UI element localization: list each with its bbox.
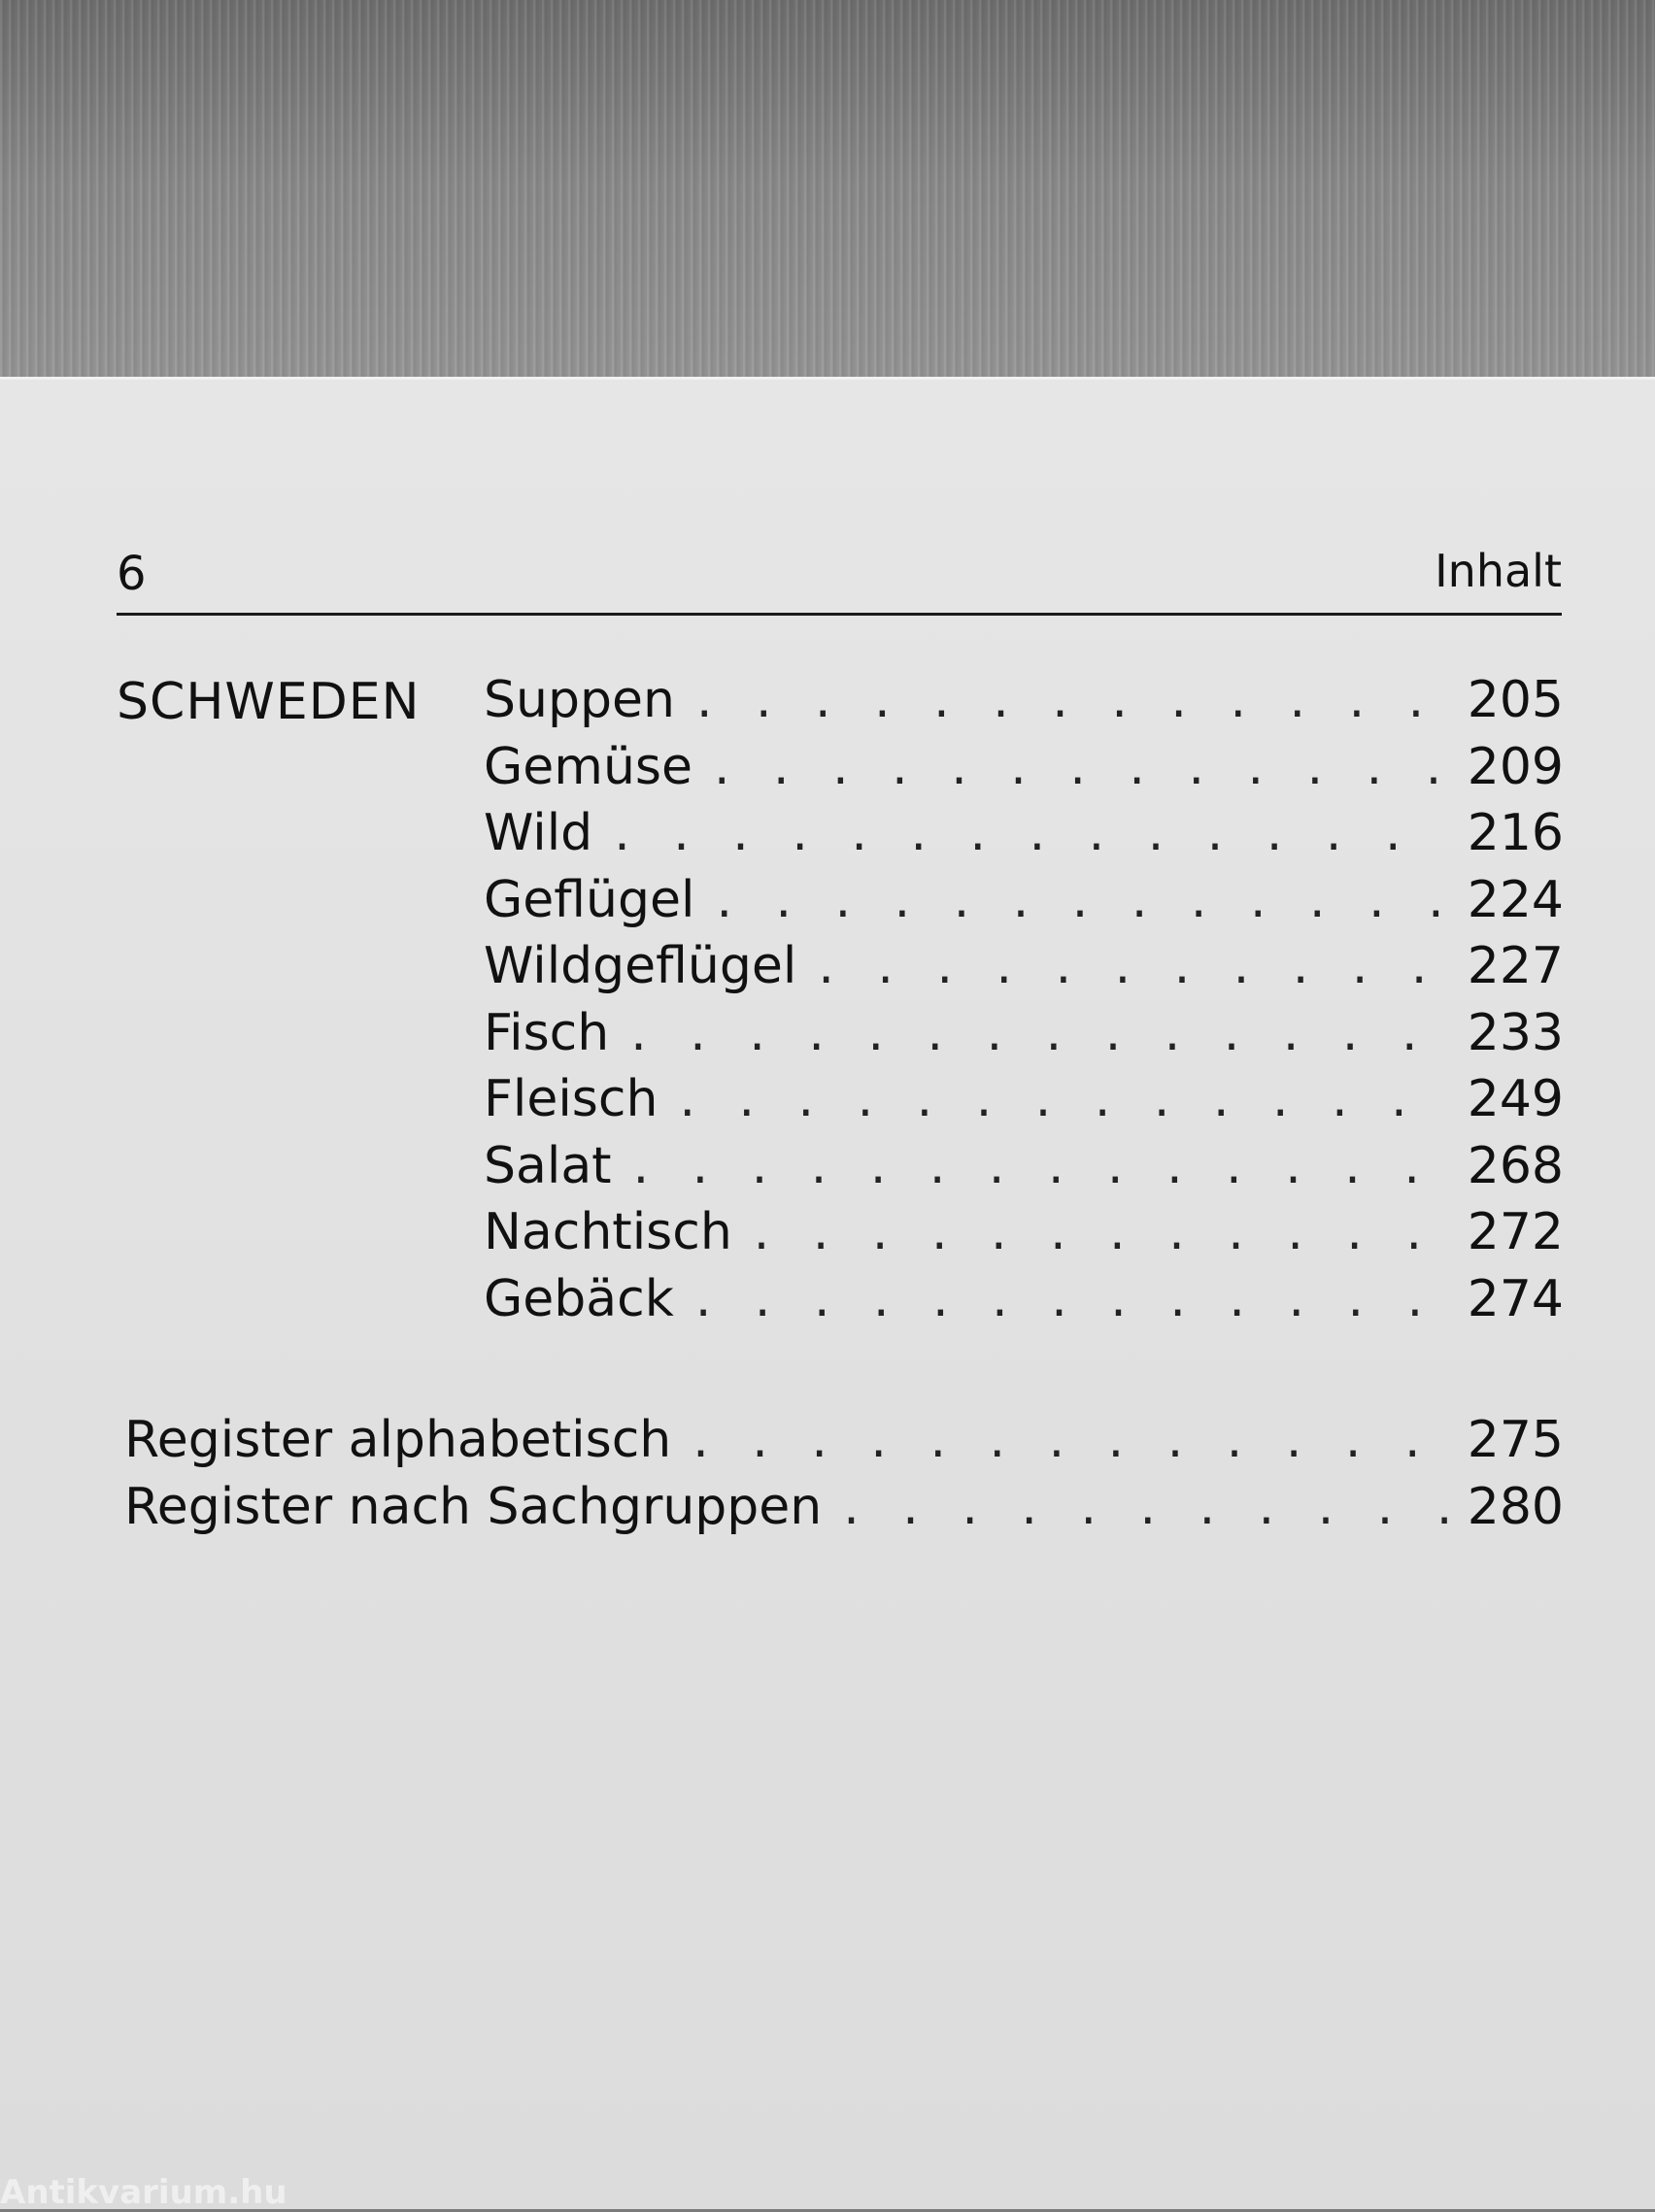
entry-label: Fleisch (484, 1070, 659, 1129)
entry-page-number: 268 (1467, 1136, 1564, 1195)
entry-page-number: 274 (1467, 1269, 1564, 1328)
register-list (124, 1407, 1564, 1540)
dot-leader (614, 804, 1449, 862)
entry-label: Wild (484, 804, 593, 863)
entry-label: Fisch (484, 1003, 610, 1062)
dot-leader (818, 937, 1449, 995)
section-label-schweden: SCHWEDEN (117, 673, 421, 731)
entry-page-number: 205 (1467, 671, 1564, 730)
register-page-number: 275 (1467, 1411, 1564, 1470)
entry-label: Suppen (484, 671, 675, 730)
watermark-text: Antikvarium.hu (0, 2173, 287, 2212)
toc-entry (484, 1000, 1564, 1067)
toc-entry (484, 867, 1564, 934)
entry-label: Nachtisch (484, 1203, 732, 1262)
register-entry (124, 1407, 1564, 1474)
dot-leader (696, 671, 1449, 729)
toc-entry (484, 734, 1564, 801)
dot-leader (692, 1411, 1449, 1469)
toc-entry (484, 933, 1564, 1000)
toc-entry (484, 1066, 1564, 1133)
toc-entry (484, 1266, 1564, 1333)
page-number: 6 (117, 547, 147, 601)
entry-label: Gemüse (484, 737, 692, 796)
entry-page-number: 272 (1467, 1203, 1564, 1262)
entry-page-number: 209 (1467, 737, 1564, 796)
entry-label: Salat (484, 1136, 612, 1195)
register-label: Register alphabetisch (124, 1411, 672, 1470)
register-page-number: 280 (1467, 1477, 1564, 1536)
entry-page-number: 216 (1467, 804, 1564, 863)
toc-entry (484, 800, 1564, 867)
dot-leader (754, 1203, 1449, 1261)
entry-label: Wildgeflügel (484, 937, 797, 996)
book-page (0, 377, 1655, 2209)
register-label: Register nach Sachgruppen (124, 1477, 823, 1536)
dot-leader (695, 1270, 1449, 1328)
toc-list (484, 667, 1564, 1332)
toc-entry (484, 1199, 1564, 1266)
register-entry (124, 1474, 1564, 1541)
toc-entry (484, 1133, 1564, 1200)
dot-leader (714, 738, 1449, 796)
dot-leader (716, 871, 1449, 929)
dot-leader (679, 1070, 1449, 1128)
header-rule (117, 613, 1562, 616)
running-head: Inhalt (1435, 545, 1562, 597)
dot-leader (630, 1004, 1449, 1062)
dot-leader (633, 1137, 1449, 1195)
table-surface (0, 0, 1655, 408)
toc-entry (484, 667, 1564, 734)
entry-page-number: 249 (1467, 1070, 1564, 1129)
entry-label: Geflügel (484, 870, 695, 929)
entry-page-number: 224 (1467, 870, 1564, 929)
entry-page-number: 227 (1467, 937, 1564, 996)
dot-leader (843, 1478, 1449, 1536)
entry-label: Gebäck (484, 1269, 674, 1328)
entry-page-number: 233 (1467, 1003, 1564, 1062)
